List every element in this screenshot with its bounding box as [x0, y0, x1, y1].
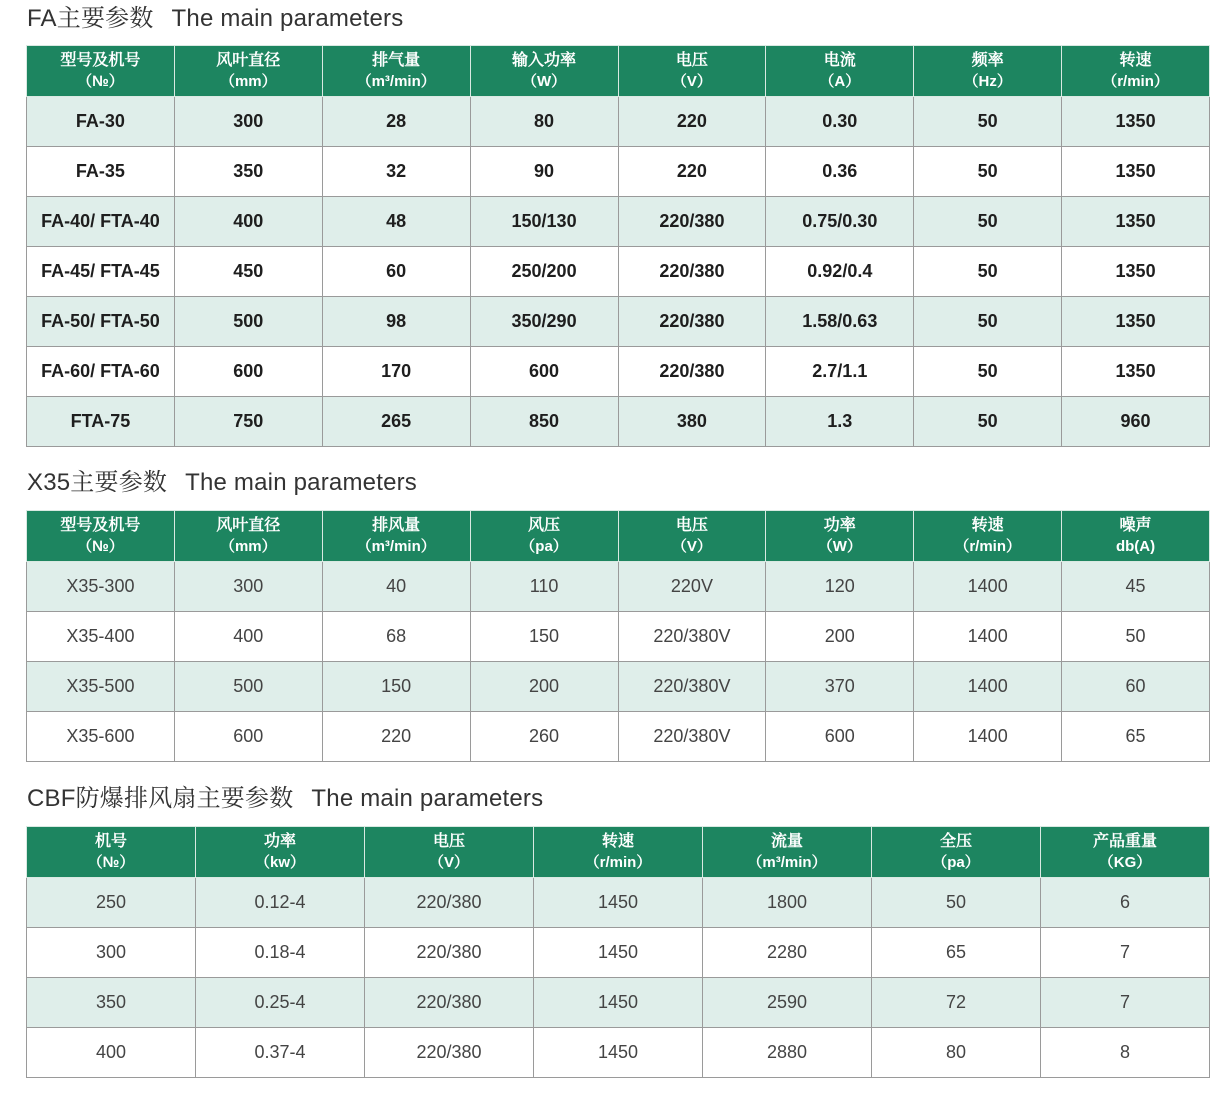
table-cell: 200 [766, 612, 914, 662]
table-cell: 220/380 [365, 878, 534, 928]
header-label: 电流 [823, 52, 856, 69]
cbf-section-title [27, 778, 543, 813]
table-cell: 220/380 [618, 247, 766, 297]
table-cell: 960 [1062, 397, 1210, 447]
table-cell: 65 [1062, 712, 1210, 762]
table-cell: 170 [322, 347, 470, 397]
table-cell: 68 [322, 612, 470, 662]
table-cell: 50 [914, 297, 1062, 347]
x35-section-title [27, 462, 417, 497]
table-row [27, 928, 1210, 978]
table-cell: 1800 [703, 878, 872, 928]
header-unit: （№） [87, 854, 135, 871]
table-cell: 2.7/1.1 [766, 347, 914, 397]
table-cell: 850 [470, 397, 618, 447]
fa-section-title [27, 0, 403, 33]
header-label: 风压 [528, 517, 561, 534]
header-air-pressure [470, 511, 618, 562]
header-unit: （mm） [219, 73, 277, 90]
table-cell: 1400 [914, 562, 1062, 612]
table-cell: 600 [766, 712, 914, 762]
table-cell: 400 [174, 197, 322, 247]
table-cell: 50 [914, 347, 1062, 397]
header-label: 型号及机号 [60, 517, 141, 534]
header-label: 排气量 [372, 52, 421, 69]
table-cell: 0.18-4 [196, 928, 365, 978]
table-cell: 0.37-4 [196, 1028, 365, 1078]
header-unit: （W） [817, 538, 862, 555]
table-cell: 220 [618, 147, 766, 197]
table-cell: 250/200 [470, 247, 618, 297]
table-cell: 400 [27, 1028, 196, 1078]
table-cell: 80 [872, 1028, 1041, 1078]
table-row [27, 397, 1210, 447]
fa-title-cn: FA主要参数 [27, 5, 154, 32]
x35-title-en: The main parameters [185, 469, 418, 496]
cbf-parameters-table [26, 826, 1210, 1078]
table-cell: X35-300 [27, 562, 175, 612]
header-unit: （V） [428, 854, 469, 871]
table-cell: FA-50/ FTA-50 [27, 297, 175, 347]
table-cell: 220/380 [365, 928, 534, 978]
table-cell: 600 [174, 347, 322, 397]
header-label: 风叶直径 [216, 517, 281, 534]
table-cell: 150/130 [470, 197, 618, 247]
header-label: 功率 [263, 833, 296, 850]
table-cell: 500 [174, 297, 322, 347]
header-product-weight [1041, 827, 1210, 878]
header-label: 电压 [675, 517, 708, 534]
header-frequency [914, 46, 1062, 97]
table-cell: 2590 [703, 978, 872, 1028]
header-label: 排风量 [372, 517, 421, 534]
header-unit: （№） [77, 73, 124, 90]
table-cell: 2880 [703, 1028, 872, 1078]
header-label: 型号及机号 [60, 52, 141, 69]
header-unit: （r/min） [1102, 73, 1169, 90]
table-header-row [27, 46, 1210, 97]
table-row [27, 1028, 1210, 1078]
header-unit: （KG） [1098, 854, 1152, 871]
table-cell: 90 [470, 147, 618, 197]
header-unit: （kw） [254, 854, 305, 871]
table-cell: 1.3 [766, 397, 914, 447]
table-cell: 220/380V [618, 712, 766, 762]
header-unit: （pa） [520, 538, 568, 555]
header-label: 全压 [939, 833, 972, 850]
table-row [27, 297, 1210, 347]
header-speed [1062, 46, 1210, 97]
table-cell: 1450 [534, 878, 703, 928]
table-cell: 600 [174, 712, 322, 762]
header-label: 流量 [770, 833, 803, 850]
header-unit: （V） [671, 538, 712, 555]
header-label: 电压 [675, 52, 708, 69]
table-cell: 50 [914, 197, 1062, 247]
header-flow-rate [703, 827, 872, 878]
header-unit: （W） [521, 73, 567, 90]
table-row [27, 878, 1210, 928]
table-cell: 220 [618, 97, 766, 147]
header-speed [914, 511, 1062, 562]
table-cell: 1400 [914, 712, 1062, 762]
header-unit: （m³/min） [356, 538, 436, 555]
header-unit: （r/min） [954, 538, 1022, 555]
table-cell: 7 [1041, 978, 1210, 1028]
table-header-row [27, 827, 1210, 878]
header-exhaust-volume [322, 46, 470, 97]
table-cell: 500 [174, 662, 322, 712]
table-cell: 1350 [1062, 297, 1210, 347]
header-label: 转速 [971, 517, 1004, 534]
x35-title-cn: X35主要参数 [27, 469, 168, 496]
table-cell: 48 [322, 197, 470, 247]
table-cell: 0.12-4 [196, 878, 365, 928]
header-unit: （№） [77, 538, 124, 555]
table-cell: 28 [322, 97, 470, 147]
header-label: 噪声 [1119, 517, 1152, 534]
header-current [766, 46, 914, 97]
header-voltage [618, 511, 766, 562]
table-cell: X35-600 [27, 712, 175, 762]
header-model-number [27, 827, 196, 878]
table-header-row [27, 511, 1210, 562]
header-label: 产品重量 [1092, 833, 1157, 850]
table-cell: 1450 [534, 978, 703, 1028]
table-row [27, 347, 1210, 397]
header-total-pressure [872, 827, 1041, 878]
header-unit: （mm） [219, 538, 277, 555]
table-cell: 250 [27, 878, 196, 928]
header-label: 功率 [823, 517, 856, 534]
table-cell: 220/380V [618, 612, 766, 662]
table-cell: 350/290 [470, 297, 618, 347]
table-cell: 1.58/0.63 [766, 297, 914, 347]
table-cell: 50 [914, 247, 1062, 297]
header-power [196, 827, 365, 878]
table-cell: 265 [322, 397, 470, 447]
table-cell: 0.30 [766, 97, 914, 147]
table-row [27, 662, 1210, 712]
table-cell: 380 [618, 397, 766, 447]
table-cell: 0.92/0.4 [766, 247, 914, 297]
table-cell: 8 [1041, 1028, 1210, 1078]
table-cell: 60 [1062, 662, 1210, 712]
table-cell: 300 [174, 562, 322, 612]
table-cell: 350 [174, 147, 322, 197]
table-cell: 6 [1041, 878, 1210, 928]
table-cell: 60 [322, 247, 470, 297]
table-row [27, 247, 1210, 297]
header-noise [1062, 511, 1210, 562]
table-row [27, 147, 1210, 197]
table-cell: 98 [322, 297, 470, 347]
table-cell: 32 [322, 147, 470, 197]
cbf-title-cn: CBF防爆排风扇主要参数 [27, 785, 294, 812]
table-cell: 600 [470, 347, 618, 397]
table-cell: 220 [322, 712, 470, 762]
table-cell: 1450 [534, 928, 703, 978]
table-cell: 150 [470, 612, 618, 662]
table-cell: 50 [914, 147, 1062, 197]
table-cell: 200 [470, 662, 618, 712]
header-unit: （V） [671, 73, 712, 90]
x35-parameters-table [26, 510, 1210, 762]
table-cell: 300 [27, 928, 196, 978]
table-cell: 50 [914, 97, 1062, 147]
table-cell: FTA-75 [27, 397, 175, 447]
table-cell: 220/380 [365, 978, 534, 1028]
table-cell: 7 [1041, 928, 1210, 978]
table-cell: 0.36 [766, 147, 914, 197]
header-model-number [27, 511, 175, 562]
table-row [27, 97, 1210, 147]
table-cell: X35-500 [27, 662, 175, 712]
table-cell: X35-400 [27, 612, 175, 662]
header-unit: （pa） [932, 854, 980, 871]
table-cell: 350 [27, 978, 196, 1028]
fa-parameters-table [26, 45, 1210, 447]
table-cell: 400 [174, 612, 322, 662]
header-voltage [618, 46, 766, 97]
header-label: 电压 [432, 833, 465, 850]
table-cell: FA-35 [27, 147, 175, 197]
table-cell: 40 [322, 562, 470, 612]
header-power [766, 511, 914, 562]
table-cell: 1350 [1062, 197, 1210, 247]
table-cell: FA-40/ FTA-40 [27, 197, 175, 247]
table-cell: 750 [174, 397, 322, 447]
table-cell: 50 [1062, 612, 1210, 662]
table-cell: 50 [872, 878, 1041, 928]
table-cell: 80 [470, 97, 618, 147]
table-cell: 1350 [1062, 347, 1210, 397]
header-blade-diameter [174, 46, 322, 97]
header-unit: （m³/min） [356, 73, 436, 90]
table-cell: 110 [470, 562, 618, 612]
header-model-number [27, 46, 175, 97]
table-cell: 150 [322, 662, 470, 712]
header-label: 输入功率 [512, 52, 577, 69]
table-row [27, 978, 1210, 1028]
header-speed [534, 827, 703, 878]
fa-title-en: The main parameters [171, 5, 404, 32]
table-row [27, 612, 1210, 662]
table-cell: 370 [766, 662, 914, 712]
table-cell: 120 [766, 562, 914, 612]
table-cell: 300 [174, 97, 322, 147]
table-cell: 220V [618, 562, 766, 612]
table-cell: 1450 [534, 1028, 703, 1078]
table-cell: 220/380 [618, 347, 766, 397]
table-cell: 2280 [703, 928, 872, 978]
header-air-volume [322, 511, 470, 562]
table-row [27, 197, 1210, 247]
header-label: 风叶直径 [216, 52, 281, 69]
header-unit: （r/min） [584, 854, 652, 871]
table-row [27, 562, 1210, 612]
table-cell: 72 [872, 978, 1041, 1028]
table-cell: 1400 [914, 662, 1062, 712]
table-cell: 65 [872, 928, 1041, 978]
table-cell: 220/380 [365, 1028, 534, 1078]
table-cell: 0.75/0.30 [766, 197, 914, 247]
table-cell: 1350 [1062, 247, 1210, 297]
table-cell: FA-60/ FTA-60 [27, 347, 175, 397]
table-cell: 1400 [914, 612, 1062, 662]
table-cell: 450 [174, 247, 322, 297]
header-unit: （m³/min） [747, 854, 827, 871]
table-cell: 220/380 [618, 197, 766, 247]
table-cell: 50 [914, 397, 1062, 447]
header-label: 转速 [1119, 52, 1152, 69]
cbf-title-en: The main parameters [311, 785, 544, 812]
table-cell: 0.25-4 [196, 978, 365, 1028]
table-cell: 260 [470, 712, 618, 762]
header-unit: db(A) [1115, 538, 1156, 555]
table-cell: 1350 [1062, 97, 1210, 147]
table-cell: FA-45/ FTA-45 [27, 247, 175, 297]
header-label: 机号 [94, 833, 127, 850]
header-unit: （A） [819, 73, 861, 90]
table-row [27, 712, 1210, 762]
table-cell: FA-30 [27, 97, 175, 147]
table-cell: 45 [1062, 562, 1210, 612]
table-cell: 220/380 [618, 297, 766, 347]
header-input-power [470, 46, 618, 97]
header-label: 频率 [971, 52, 1004, 69]
header-label: 转速 [601, 833, 634, 850]
table-cell: 220/380V [618, 662, 766, 712]
header-blade-diameter [174, 511, 322, 562]
table-cell: 1350 [1062, 147, 1210, 197]
header-unit: （Hz） [963, 73, 1012, 90]
header-voltage [365, 827, 534, 878]
